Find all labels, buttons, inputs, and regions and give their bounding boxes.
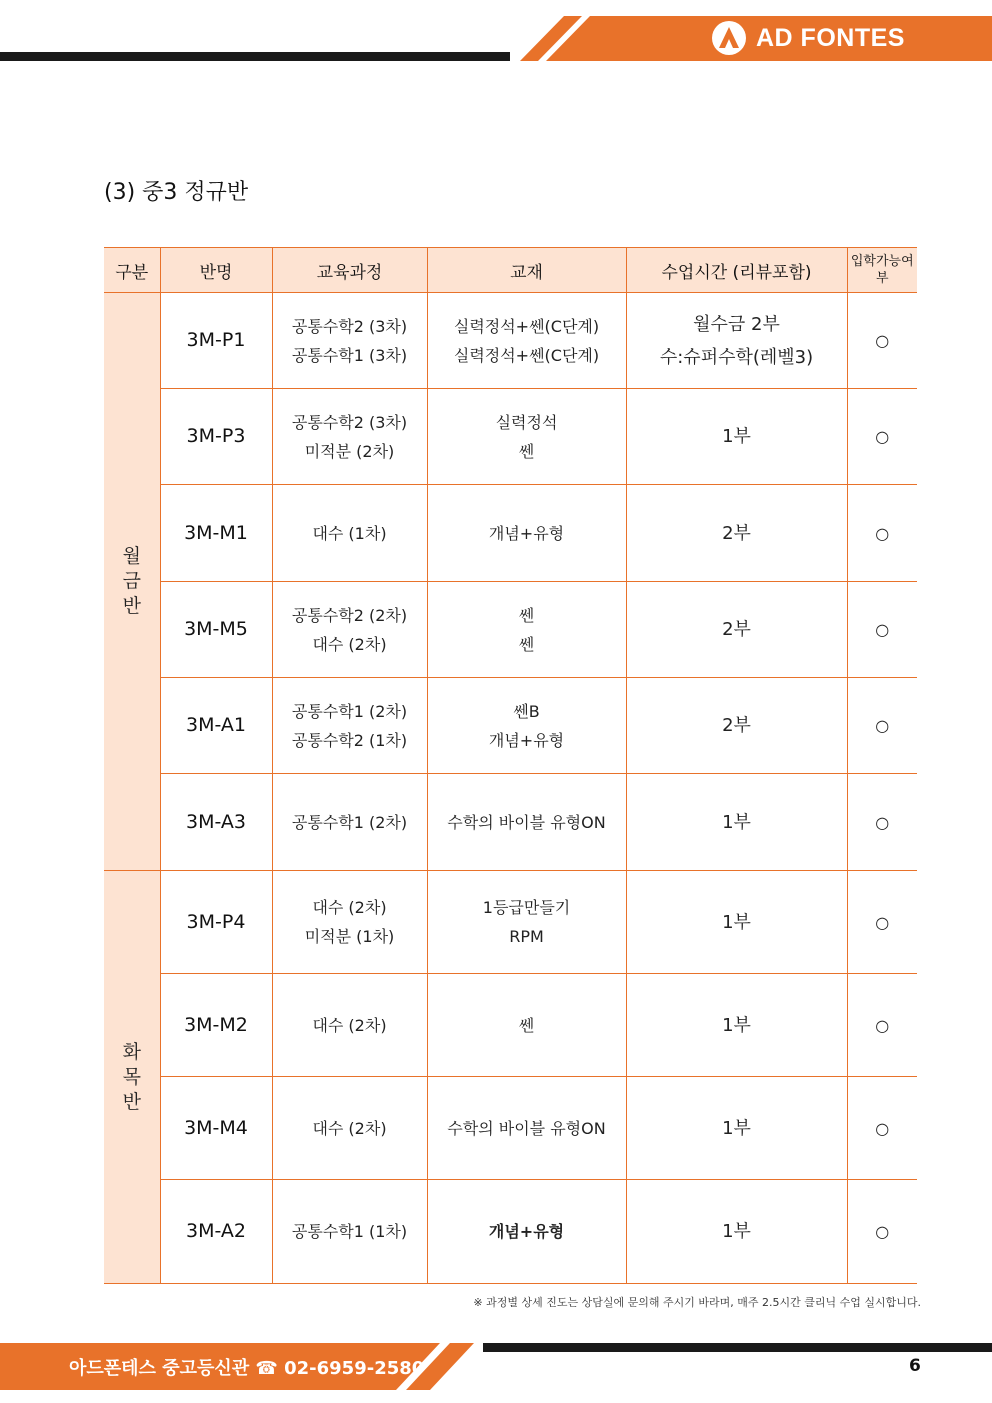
header-textbook: 교재 [427, 248, 626, 293]
table-row [104, 774, 917, 871]
section-title: (3) 중3 정규반 [104, 180, 249, 205]
course-cell: 공통수학2 (3차) 미적분 (2차) [272, 389, 427, 485]
textbook-cell: 수학의 바이블 유형ON [427, 1077, 626, 1180]
availability-cell: ○ [847, 774, 917, 871]
course-cell: 공통수학1 (1차) [272, 1180, 427, 1284]
textbook-cell: 개념+유형 [427, 1180, 626, 1284]
class-name: 3M-A2 [160, 1180, 272, 1284]
course-cell: 대수 (2차) [272, 1077, 427, 1180]
table-row [104, 582, 917, 678]
availability-cell: ○ [847, 389, 917, 485]
textbook-cell: 쎈B 개념+유형 [427, 678, 626, 774]
table-row [104, 485, 917, 582]
table-row [104, 974, 917, 1077]
time-cell: 2부 [626, 485, 847, 582]
header-class-time: 수업시간 (리뷰포함) [626, 248, 847, 293]
class-name: 3M-M4 [160, 1077, 272, 1180]
header-course: 교육과정 [272, 248, 427, 293]
availability-cell: ○ [847, 1077, 917, 1180]
footnote: ※ 과정별 상세 진도는 상담실에 문의해 주시기 바라며, 매주 2.5시간 클리닉 수업 실시합니다. [473, 1296, 921, 1309]
header-availability: 입학가능여부 [847, 248, 917, 293]
table-row [104, 1180, 917, 1284]
table-row [104, 678, 917, 774]
class-name: 3M-M2 [160, 974, 272, 1077]
availability-cell: ○ [847, 582, 917, 678]
availability-cell: ○ [847, 974, 917, 1077]
group-mon-fri: 월 금 반 [104, 293, 160, 871]
time-cell: 1부 [626, 389, 847, 485]
textbook-cell: 실력정석 쎈 [427, 389, 626, 485]
logo-a-icon [712, 21, 746, 55]
brand-logo [712, 21, 905, 55]
time-cell: 1부 [626, 1180, 847, 1284]
brand-name: AD FONTES [756, 23, 905, 52]
time-cell: 1부 [626, 974, 847, 1077]
table-row [104, 1077, 917, 1180]
page-number: 6 [909, 1356, 921, 1376]
class-name: 3M-M1 [160, 485, 272, 582]
footer-dark-bar [483, 1343, 992, 1352]
header-class-name: 반명 [160, 248, 272, 293]
textbook-cell: 쎈 쎈 [427, 582, 626, 678]
course-cell: 공통수학1 (2차) [272, 774, 427, 871]
time-cell: 1부 [626, 1077, 847, 1180]
time-cell: 1부 [626, 871, 847, 974]
textbook-cell: 쎈 [427, 974, 626, 1077]
availability-cell: ○ [847, 678, 917, 774]
course-cell: 대수 (2차) [272, 974, 427, 1077]
course-cell: 대수 (1차) [272, 485, 427, 582]
time-cell: 2부 [626, 678, 847, 774]
course-cell: 공통수학2 (2차) 대수 (2차) [272, 582, 427, 678]
availability-cell: ○ [847, 871, 917, 974]
header-group: 구분 [104, 248, 160, 293]
course-cell: 대수 (2차) 미적분 (1차) [272, 871, 427, 974]
class-name: 3M-A1 [160, 678, 272, 774]
availability-cell: ○ [847, 293, 917, 389]
time-cell: 2부 [626, 582, 847, 678]
textbook-cell: 실력정석+쎈(C단계) 실력정석+쎈(C단계) [427, 293, 626, 389]
table-row [104, 389, 917, 485]
availability-cell: ○ [847, 485, 917, 582]
class-name: 3M-A3 [160, 774, 272, 871]
class-name: 3M-P4 [160, 871, 272, 974]
class-name: 3M-P3 [160, 389, 272, 485]
time-cell: 월수금 2부 수:슈퍼수학(레벨3) [626, 293, 847, 389]
availability-cell: ○ [847, 1180, 917, 1284]
table-row [104, 293, 917, 389]
table-header-row [104, 248, 917, 293]
course-cell: 공통수학1 (2차) 공통수학2 (1차) [272, 678, 427, 774]
course-cell: 공통수학2 (3차) 공통수학1 (3차) [272, 293, 427, 389]
header-dark-bar [0, 52, 510, 61]
footer-contact: 아드폰테스 중고등신관 ☎ 02-6959-2580 [69, 1358, 425, 1379]
textbook-cell: 1등급만들기 RPM [427, 871, 626, 974]
textbook-cell: 개념+유형 [427, 485, 626, 582]
class-name: 3M-P1 [160, 293, 272, 389]
table-row [104, 871, 917, 974]
group-tue-thu: 화 목 반 [104, 871, 160, 1284]
textbook-cell: 수학의 바이블 유형ON [427, 774, 626, 871]
class-name: 3M-M5 [160, 582, 272, 678]
class-schedule-table [104, 247, 917, 1284]
time-cell: 1부 [626, 774, 847, 871]
